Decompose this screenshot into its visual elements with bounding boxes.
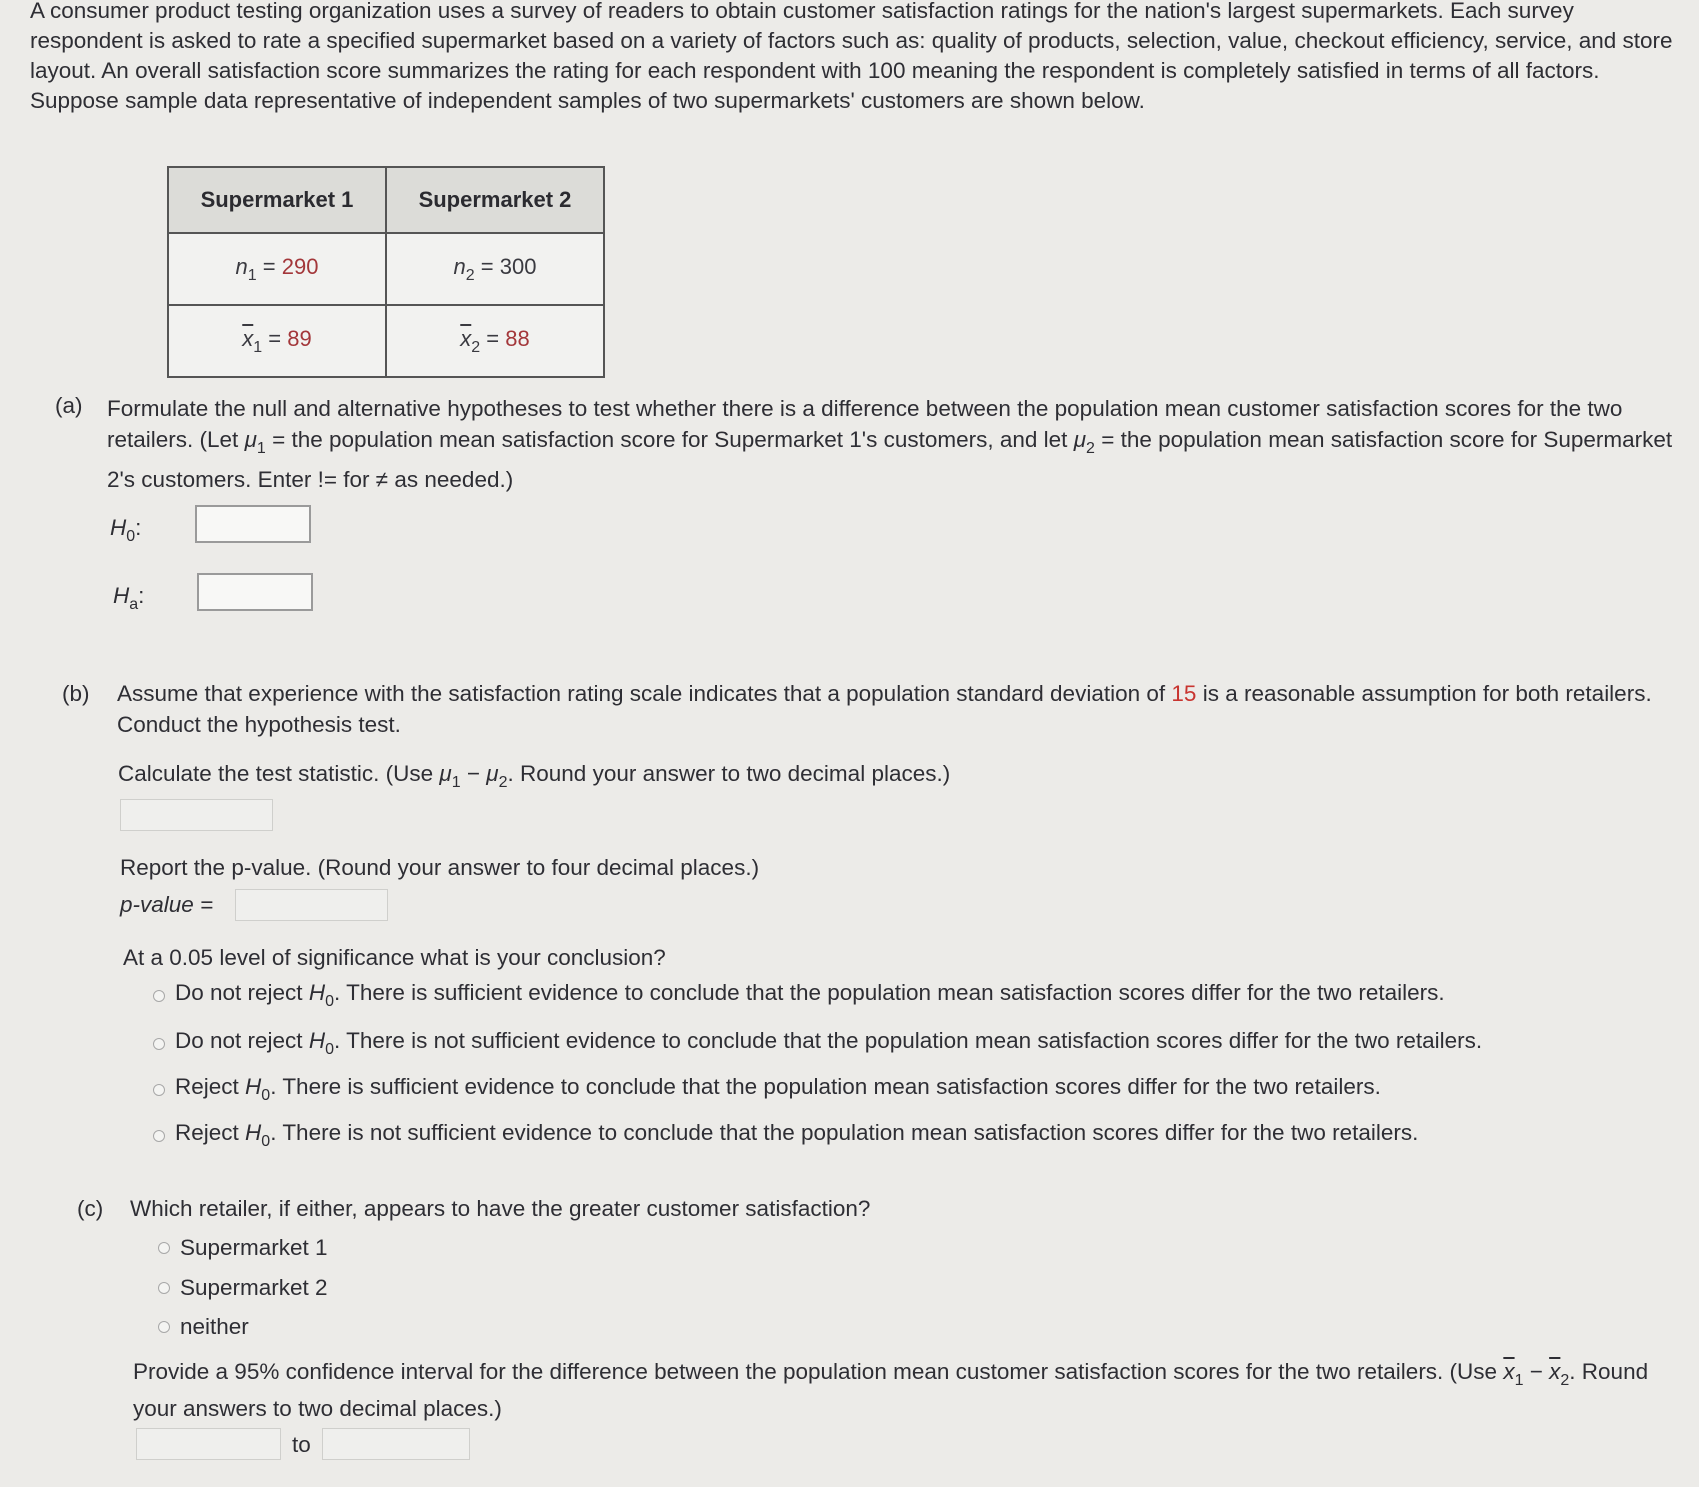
ci-lower-input[interactable] xyxy=(136,1428,281,1460)
radio-button[interactable] xyxy=(158,1282,170,1294)
cell-x2: $\overline{x}_2 = 88$ xyxy=(386,305,604,377)
part-c-letter: (c) xyxy=(77,1196,104,1221)
header-supermarket-2: Supermarket 2 xyxy=(386,167,604,233)
part-c-question: Which retailer, if either, appears to have the greater customer satisfaction? xyxy=(130,1196,871,1221)
pvalue-label: p-value = xyxy=(120,892,214,917)
test-statistic-input[interactable] xyxy=(120,799,273,831)
h0-label: $H_0$: xyxy=(110,515,142,545)
ci-upper-input[interactable] xyxy=(322,1428,470,1460)
sample-data-table xyxy=(167,166,605,378)
radio-button[interactable] xyxy=(153,990,165,1002)
ci-prompt: Provide a 95% confidence interval for the difference between the population mean customer satisfaction scores for the two retailers. (Use $\overline{x}_1 - \overline{x}_2$. Round your answers to two decimal places.) xyxy=(133,1359,1649,1421)
retailer-option-2[interactable]: Supermarket 2 xyxy=(158,1275,328,1301)
conclusion-option-3[interactable]: Reject $H_0$. There is sufficient evidence to conclude that the population mean satisfaction scores differ for the two retailers. xyxy=(153,1074,1381,1105)
part-a-letter: (a) xyxy=(55,393,83,418)
part-b-letter: (b) xyxy=(62,681,90,706)
part-a-prompt: Formulate the null and alternative hypotheses to test whether there is a difference between the population mean customer satisfaction scores for the two retailers. (Let $\mu_1$ = the population mean satisfaction score for Supermarket 1's customers, and let $\mu_2$ = the population mean satisfaction score for Supermarket 2's customers. Enter != for ≠ as needed.) xyxy=(107,396,1673,492)
problem-intro: A consumer product testing organization uses a survey of readers to obtain customer satisfaction ratings for the nation's largest supermarkets. Each survey respondent is asked to rate a specified supermarket based on a variety of factors such as: quality of products, selection, value, checkout efficiency, service, and store layout. An overall satisfaction score summarizes the rating for each respondent with 100 meaning the respondent is completely satisfied in terms of all factors. Suppose sample data representative of independent samples of two supermarkets' customers are shown below. xyxy=(30,0,1673,113)
conclusion-option-4[interactable]: Reject $H_0$. There is not sufficient evidence to conclude that the population mean satisfaction scores differ for the two retailers. xyxy=(153,1120,1418,1151)
radio-button[interactable] xyxy=(153,1084,165,1096)
cell-n2: $n_2 = 300$ xyxy=(386,233,604,305)
h0-input[interactable] xyxy=(195,505,311,543)
x1-value: 89 xyxy=(287,325,312,351)
radio-button[interactable] xyxy=(158,1321,170,1333)
retailer-option-1[interactable]: Supermarket 1 xyxy=(158,1235,328,1261)
pvalue-input[interactable] xyxy=(235,889,388,921)
conclusion-option-2[interactable]: Do not reject $H_0$. There is not sufficient evidence to conclude that the population mean satisfaction scores differ for the two retailers. xyxy=(153,1028,1482,1059)
n1-value: 290 xyxy=(281,253,319,279)
radio-button[interactable] xyxy=(158,1242,170,1254)
ha-input[interactable] xyxy=(197,573,313,611)
conclusion-option-1[interactable]: Do not reject $H_0$. There is sufficient evidence to conclude that the population mean satisfaction scores differ for the two retailers. xyxy=(153,980,1445,1011)
pvalue-prompt: Report the p-value. (Round your answer to four decimal places.) xyxy=(120,855,760,880)
ha-label: $H_a$: xyxy=(113,583,145,613)
n2-value: 300 xyxy=(499,253,537,279)
test-statistic-prompt: Calculate the test statistic. (Use $\mu_1 - \mu_2$. Round your answer to two decimal places.) xyxy=(118,761,951,791)
part-b-prompt: Assume that experience with the satisfaction rating scale indicates that a population standard deviation of 15 is a reasonable assumption for both retailers. Conduct the hypothesis test. xyxy=(117,681,1652,737)
sd-value: 15 xyxy=(1171,681,1197,706)
header-supermarket-1: Supermarket 1 xyxy=(168,167,386,233)
cell-x1: $\overline{x}_1 = 89$ xyxy=(168,305,386,377)
radio-button[interactable] xyxy=(153,1038,165,1050)
radio-button[interactable] xyxy=(153,1130,165,1142)
conclusion-prompt: At a 0.05 level of significance what is your conclusion? xyxy=(123,945,666,970)
cell-n1: $n_1 = 290$ xyxy=(168,233,386,305)
x2-value: 88 xyxy=(505,325,530,351)
retailer-option-3[interactable]: neither xyxy=(158,1314,249,1340)
to-label: to xyxy=(292,1432,311,1457)
